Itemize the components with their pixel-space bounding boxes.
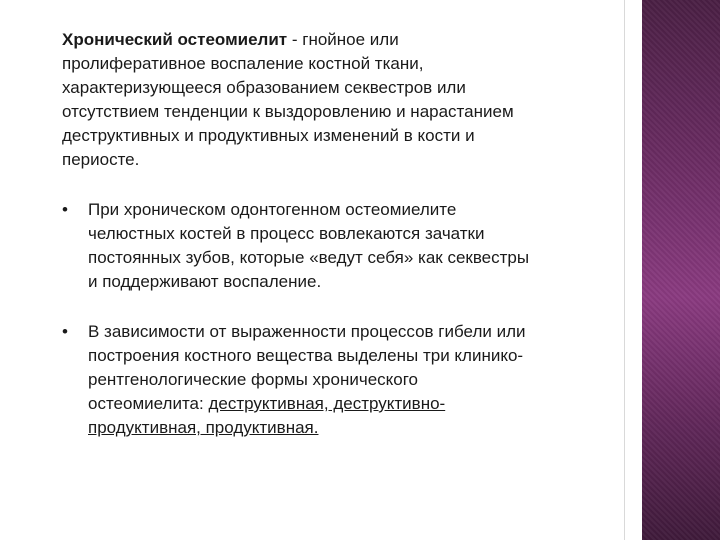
bullet-text-wrapper [88,320,532,440]
bullet-marker: • [62,200,68,219]
slide-content [62,28,532,440]
bullet-text: При хроническом одонтогенном остеомиелите челюстных костей в процесс вовлекаются зачатки постоянных зубов, которые «ведут себя» как секвестры и поддерживают воспаление. [88,200,530,291]
bullet-marker: • [62,322,68,341]
osteomyelitis-forms: деструктивная, деструктивно-продуктивная, продуктивная. [88,394,446,437]
decorative-side-panel [642,0,720,540]
bullet-item-1 [62,198,532,294]
side-divider [624,0,625,540]
bullet-item-2 [62,320,532,440]
bullet-text: В зависимости от выраженности процессов гибели или построения костного вещества выделены три клинико-рентгенологические формы хронического остеомиелита: [88,322,526,413]
term-definition: - гнойное или пролиферативное воспаление костной ткани, характеризующееся образованием секвестров или отсутствием тенденции к выздоровлению и нарастанием деструктивных и продуктивных изменений в кости и периосте. [62,30,514,169]
term-heading: Хронический остеомиелит [62,30,288,49]
intro-paragraph [62,28,532,172]
